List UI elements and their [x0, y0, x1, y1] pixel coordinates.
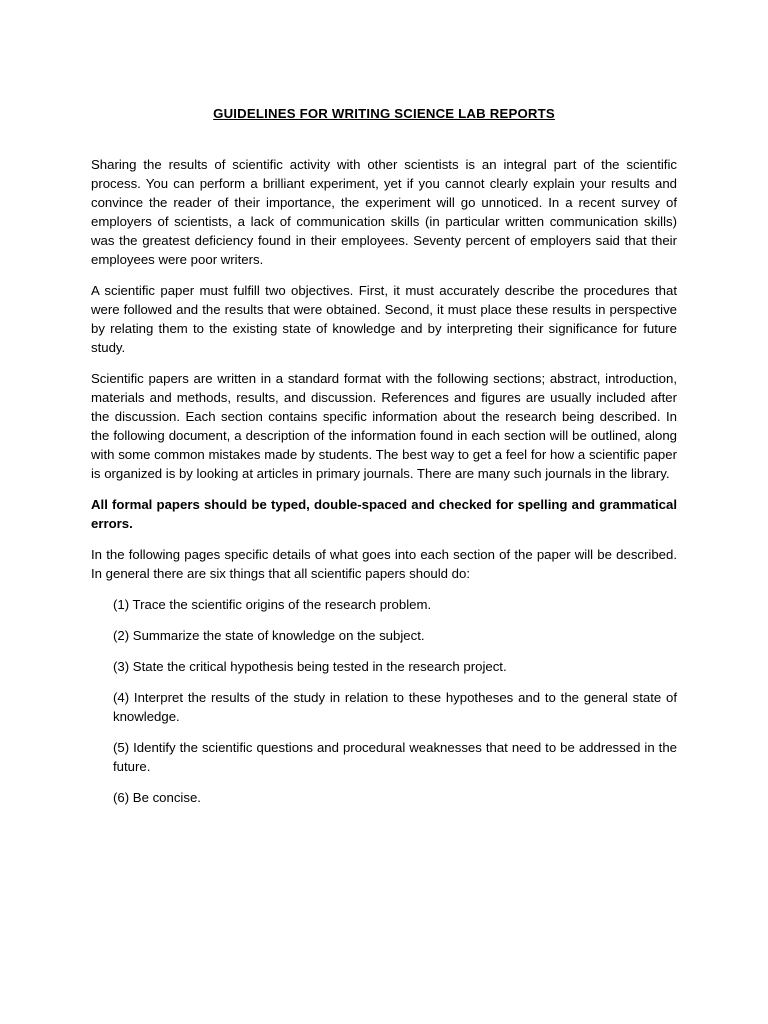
- list-item: (6) Be concise.: [113, 790, 201, 805]
- list-item: (3) State the critical hypothesis being tested in the research project.: [113, 659, 507, 674]
- paragraph-formatting-requirements: All formal papers should be typed, double-spaced and checked for spelling and grammatical errors.: [91, 497, 677, 531]
- list-item: (1) Trace the scientific origins of the research problem.: [113, 597, 432, 612]
- paragraph-overview: In the following pages specific details of what goes into each section of the paper will be described. In general there are six things that all scientific papers should do:: [91, 547, 677, 581]
- list-item: (5) Identify the scientific questions and procedural weaknesses that need to be addressed in the future.: [113, 740, 677, 774]
- paragraph-objectives: A scientific paper must fulfill two objectives. First, it must accurately describe the procedures that were followed and the results that were obtained. Second, it must place these results in perspective by relating them to the existing state of knowledge and by interpreting their significance for future study.: [91, 283, 677, 355]
- document-title: GUIDELINES FOR WRITING SCIENCE LAB REPORTS: [213, 106, 555, 121]
- document-page: [91, 104, 677, 819]
- paragraph-intro: Sharing the results of scientific activity with other scientists is an integral part of the scientific process. You can perform a brilliant experiment, yet if you cannot clearly explain your results and convince the reader of their importance, the experiment will go unnoticed. In a recent survey of employers of scientists, a lack of communication skills (in particular written communication skills) was the greatest deficiency found in their employees. Seventy percent of employers said that their employees were poor writers.: [91, 157, 677, 267]
- list-item: (2) Summarize the state of knowledge on the subject.: [113, 628, 425, 643]
- paragraph-format: Scientific papers are written in a standard format with the following sections; abstract, introduction, materials and methods, results, and discussion. References and figures are usually included after the discussion. Each section contains specific information about the research being described. In the following document, a description of the information found in each section will be outlined, along with some common mistakes made by students. The best way to get a feel for how a scientific paper is organized is by looking at articles in primary journals. There are many such journals in the library.: [91, 371, 677, 481]
- list-item: (4) Interpret the results of the study in relation to these hypotheses and to the general state of knowledge.: [113, 690, 677, 724]
- objectives-list: [91, 595, 677, 807]
